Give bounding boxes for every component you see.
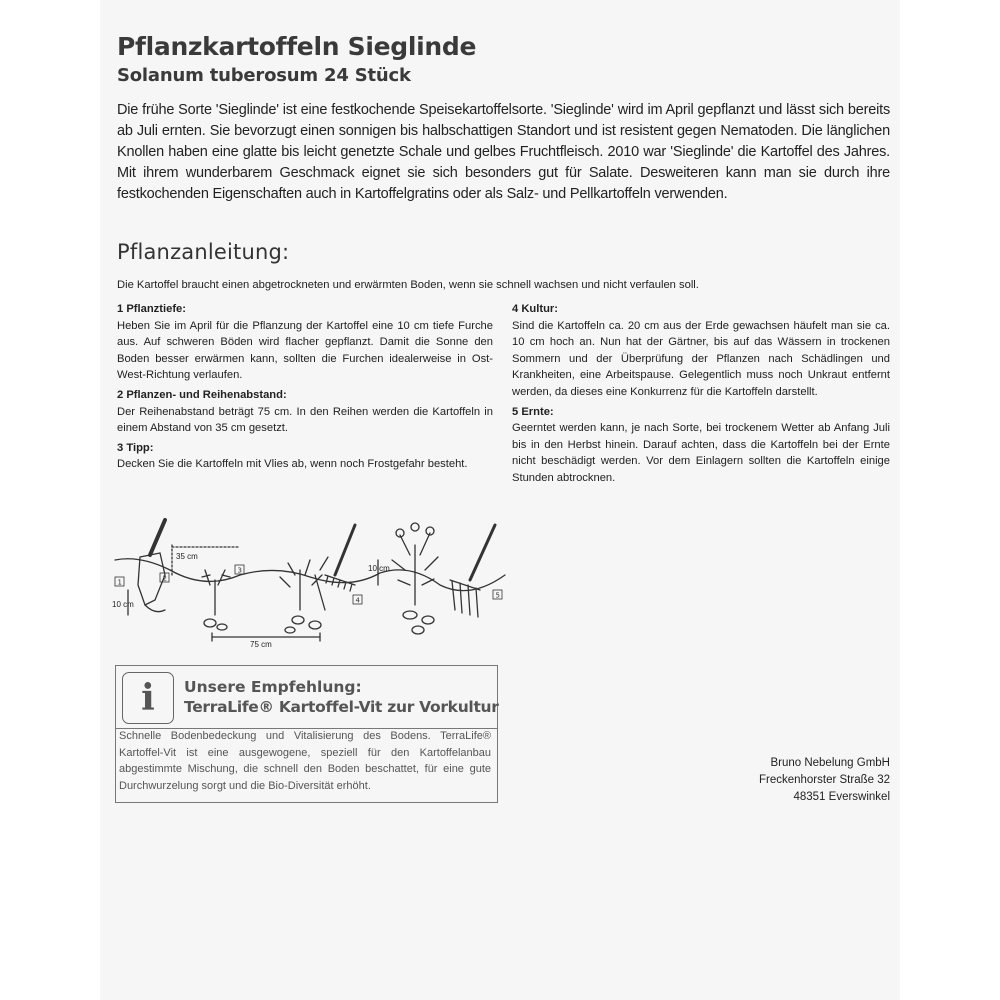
company-street: Freckenhorster Straße 32 [758,774,890,786]
marker-label: 2 [162,574,167,583]
dimension-label: 10 cm [368,564,390,573]
instructions-heading: Pflanzanleitung: [117,240,290,264]
marker-label: 3 [237,566,242,575]
step-heading: 2 Pflanzen- und Reihenabstand: [117,388,287,401]
company-name: Bruno Nebelung GmbH [770,757,890,769]
marker-label: 1 [117,578,122,587]
step-4 [512,301,890,401]
info-icon: i [122,672,174,724]
step-2 [117,387,493,437]
step-text: Sind die Kartoffeln ca. 20 cm aus der Erde gewachsen häufelt man sie ca. 10 cm hoch an. Nun hat der Gärtner, bis auf das Wässern in trockenen Sommern und der Überprüfung der Pflanzen nach Schädlingen und Krankheiten, eine Arbeitspause. Gelegentlich muss noch Unkraut entfernt werden, da dieses eine Konkurrenz für die Kartoffeln darstellt. [512,319,890,398]
page-subtitle: Solanum tuberosum 24 Stück [117,65,411,86]
step-5 [512,404,890,487]
instructions-right-column [512,301,890,487]
step-text: Der Reihenabstand beträgt 75 cm. In den Reihen werden die Kartoffeln in einem Abstand von 35 cm gesetzt. [117,405,493,435]
recommendation-text: Schnelle Bodenbedeckung und Vitalisierung des Bodens. TerraLife® Kartoffel-Vit ist eine ausgewogene, speziell für den Kartoffelanbau abgestimmte Mischung, die schnell den Boden beschattet, für eine gute Durchwurzelung sorgt und die Bio-Diversität erhöht. [119,730,491,792]
recommendation-product: TerraLife® Kartoffel-Vit zur Vorkultur [184,698,499,716]
dimension-label: 75 cm [250,640,272,649]
step-heading: 5 Ernte: [512,405,554,418]
instructions-lead: Die Kartoffel braucht einen abgetrockneten und erwärmten Boden, wenn sie schnell wachsen und nicht verfaulen soll. [117,279,699,291]
page-title: Pflanzkartoffeln Sieglinde [117,32,477,61]
step-1 [117,301,493,384]
step-heading: 1 Pflanztiefe: [117,303,187,315]
instructions-left-column [117,301,493,473]
step-text: Geerntet werden kann, je nach Sorte, bei trockenem Wetter ab Anfang Juli bis in den Herbst hinein. Darauf achten, dass die Kartoffeln bei der Ernte nicht beschädigt werden. Vor dem Einlagern sollten die Kartoffeln einige Stunden abtrocknen. [512,422,890,484]
step-3 [117,440,493,473]
address-block [759,755,890,806]
intro-paragraph: Die frühe Sorte 'Sieglinde' ist eine festkochende Speisekartoffelsorte. 'Sieglinde' wird im April gepflanzt und lässt sich bereits ab Juli ernten. Sie bevorzugt einen sonnigen bis halbschattigen Standort und ist resistent gegen Nematoden. Die länglichen Knollen haben eine glatte bis leicht genetzte Schale und gelbes Fruchtfleisch. 2010 war 'Sieglinde' die Kartoffel des Jahres. Mit ihrem wunderbarem Geschmack eignet sie sich besonders gut für Salate. Desweiteren kann man sie durch ihre festkochenden Eigenschaften auch in Kartoffelgratins oder als Salz- und Pellkartoffeln verwenden. [117,102,890,202]
marker-label: 5 [495,591,500,600]
dimension-label: 35 cm [176,552,198,561]
dimension-label: 10 cm [112,600,134,609]
step-text: Heben Sie im April für die Pflanzung der Kartoffel eine 10 cm tiefe Furche aus. Auf schweren Böden wird flacher gepflanzt. Damit die Sonne den Boden besser erwärmen kann, sollten die Furchen idealerweise in Ost-West-Richtung verlaufen. [117,319,493,382]
recommendation-heading: Unsere Empfehlung: [184,678,362,696]
planting-illustration [110,515,510,655]
step-heading: 4 Kultur: [512,303,558,315]
step-heading: 3 Tipp: [117,441,154,454]
company-city: 48351 Everswinkel [793,791,890,803]
marker-label: 4 [355,596,360,605]
recommendation-box [115,665,498,803]
step-text: Decken Sie die Kartoffeln mit Vlies ab, wenn noch Frostgefahr besteht. [117,458,468,471]
